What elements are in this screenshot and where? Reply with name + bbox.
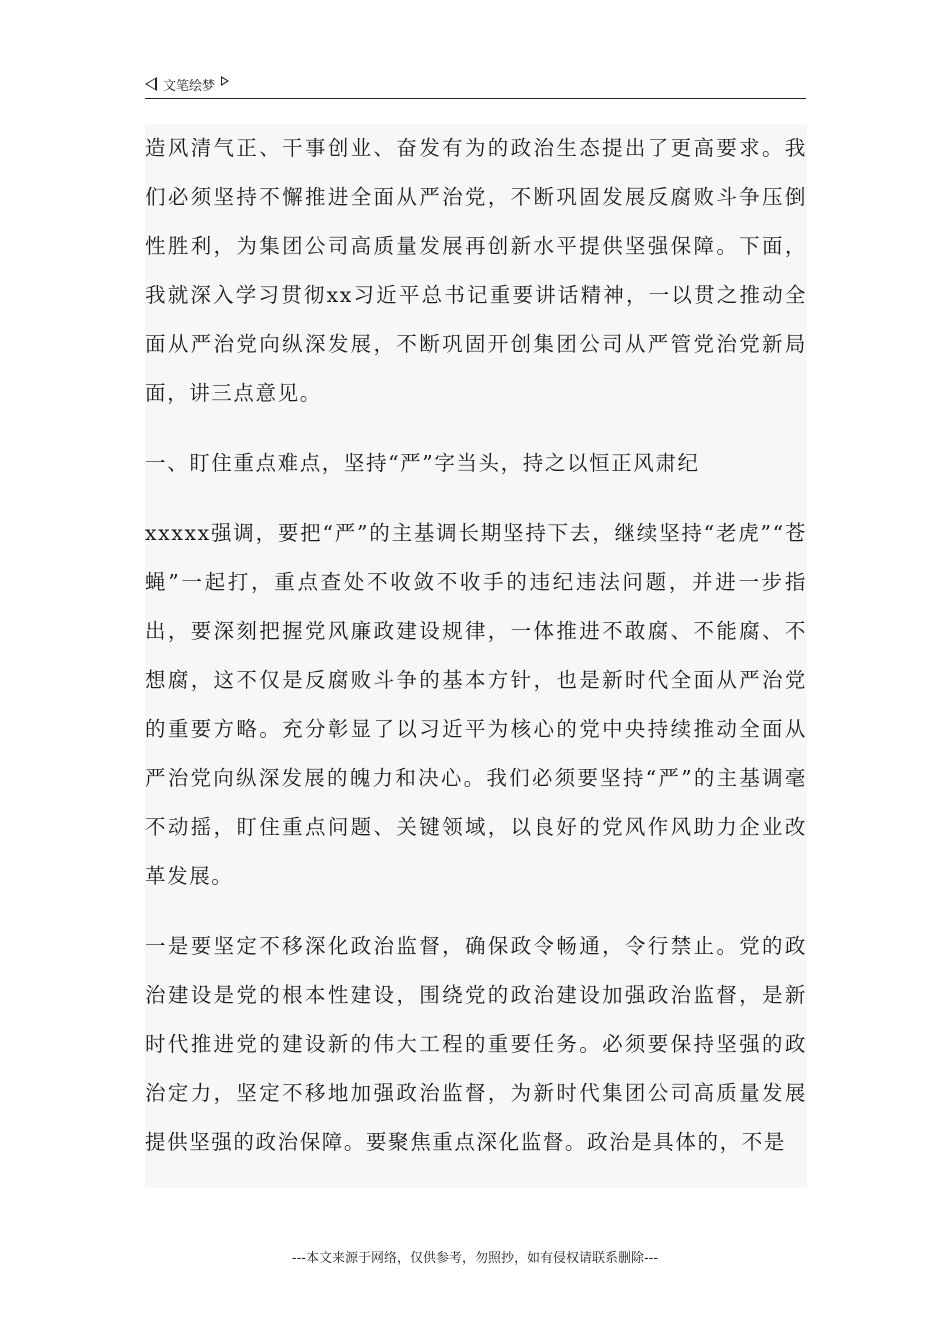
page-footer: ---本文来源于网络，仅供参考，勿照抄，如有侵权请联系删除---	[291, 1251, 659, 1266]
document-body	[145, 124, 807, 1188]
right-triangle-icon	[221, 76, 229, 86]
header-row	[145, 72, 806, 96]
paragraph-intro: 造风清气正、干事创业、奋发有为的政治生态提出了更高要求。我们必须坚持不懈推进全面从严治党，不断巩固发展反腐败斗争压倒性胜利，为集团公司高质量发展再创新水平提供坚强保障。下面，我就深入学习贯彻xx习近平总书记重要讲话精神，一以贯之推动全面从严治党向纵深发展，不断巩固开创集团公司从严管党治党新局面，讲三点意见。	[145, 136, 807, 405]
left-triangle-icon	[145, 77, 157, 91]
header-title: 文笔绘梦	[163, 78, 216, 94]
paragraph-point-one: 一是要坚定不移深化政治监督，确保政令畅通，令行禁止。党的政治建设是党的根本性建设，围绕党的政治建设加强政治监督，是新时代推进党的建设新的伟大工程的重要任务。必须要保持坚强的政治定力，坚定不移地加强政治监督，为新时代集团公司高质量发展提供坚强的政治保障。要聚焦重点深化监督。政治是具体的，不是	[145, 934, 807, 1154]
section-heading: 一、盯住重点难点，坚持“严”字当头，持之以恒正风肃纪	[145, 451, 700, 475]
paragraph-main: xxxxx强调，要把“严”的主基调长期坚持下去，继续坚持“老虎”“苍蝇”一起打，重点查处不收敛不收手的违纪违法问题，并进一步指出，要深刻把握党风廉政建设规律，一体推进不敢腐、不能腐、不想腐，这不仅是反腐败斗争的基本方针，也是新时代全面从严治党的重要方略。充分彰显了以习近平为核心的党中央持续推动全面从严治党向纵深发展的魄力和决心。我们必须要坚持“严”的主基调毫不动摇，盯住重点问题、关键领域，以良好的党风作风助力企业改革发展。	[145, 521, 807, 888]
page-header	[145, 72, 806, 99]
